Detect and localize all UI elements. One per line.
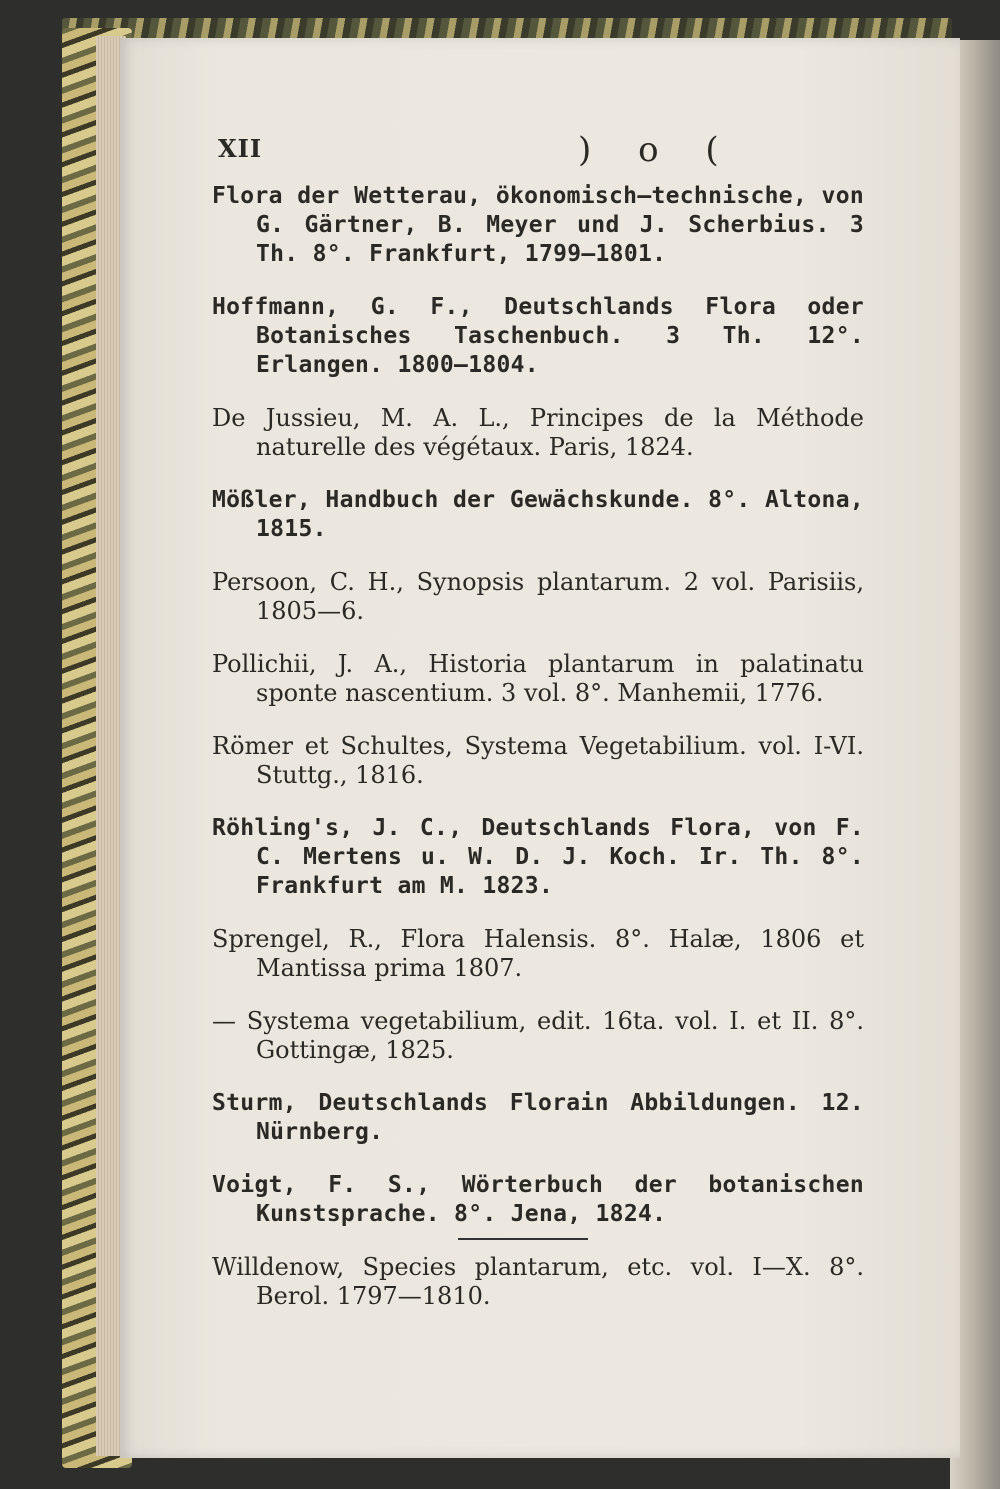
page-header (218, 130, 918, 174)
closing-rule (458, 1238, 588, 1240)
entry-mossler: Mößler, Handbuch der Gewächskunde. 8°. Altona, 1815. (212, 487, 864, 542)
entry-pollichii: Pollichii, J. A., Historia plantarum in palatinatu sponte nascentium. 3 vol. 8°. Manhemii, 1776. (212, 650, 864, 707)
entry-sprengel: Sprengel, R., Flora Halensis. 8°. Halæ, 1806 et Mantissa prima 1807. (212, 925, 864, 982)
entry-romer-schultes: Römer et Schultes, Systema Vegetabilium. vol. I-VI. Stuttg., 1816. (212, 732, 864, 789)
book-page (120, 38, 960, 1458)
entry-voigt: Voigt, F. S., Wörterbuch der botanischen Kunstsprache. 8°. Jena, 1824. (212, 1172, 864, 1227)
bibliography-list (212, 182, 864, 1335)
header-ornament: ) o ( (578, 130, 737, 170)
entry-de-jussieu: De Jussieu, M. A. L., Principes de la Méthode naturelle des végétaux. Paris, 1824. (212, 404, 864, 461)
entry-sturm: Sturm, Deutschlands Florain Abbildungen. 12. Nürnberg. (212, 1090, 864, 1145)
entry-willdenow: Willdenow, Species plantarum, etc. vol. I—X. 8°. Berol. 1797—1810. (212, 1253, 864, 1310)
entry-hoffmann: Hoffmann, G. F., Deutschlands Flora oder Botanisches Taschenbuch. 3 Th. 12°. Erlangen. 1800—1804. (212, 294, 864, 378)
entry-rohling: Röhling's, J. C., Deutschlands Flora, von F. C. Mertens u. W. D. J. Koch. Ir. Th. 8°. Frankfurt am M. 1823. (212, 815, 864, 899)
entry-systema-vegetabilium: — Systema vegetabilium, edit. 16ta. vol. I. et II. 8°. Gottingæ, 1825. (212, 1007, 864, 1064)
page-number: XII (218, 134, 263, 163)
entry-flora-der-wetterau: Flora der Wetterau, ökonomisch—technische, von G. Gärtner, B. Meyer und J. Scherbius. 3 Th. 8°. Frankfurt, 1799—1801. (212, 183, 864, 267)
entry-persoon: Persoon, C. H., Synopsis plantarum. 2 vol. Parisiis, 1805—6. (212, 568, 864, 625)
